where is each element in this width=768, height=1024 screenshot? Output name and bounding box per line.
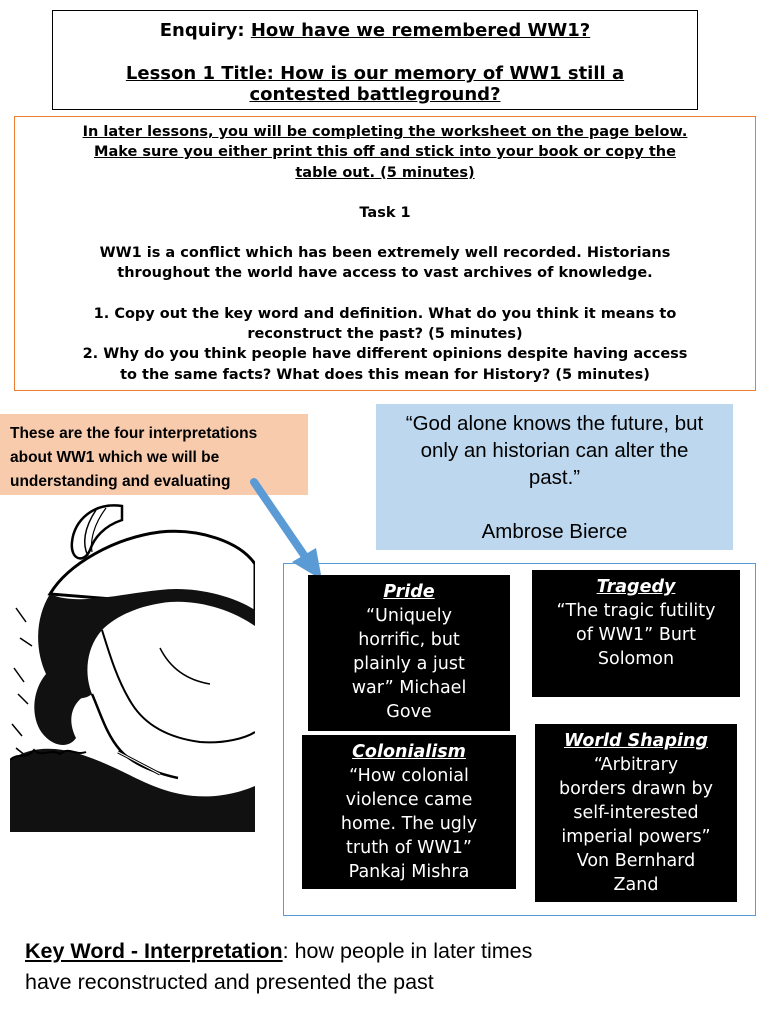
card-line: Gove <box>386 702 432 722</box>
callout-line: about WW1 which we will be <box>10 449 220 466</box>
quote-box <box>376 404 733 550</box>
quote-line: only an historian can alter the <box>420 439 689 462</box>
quote-author: Ambrose Bierce <box>481 520 628 543</box>
card-line: “How colonial <box>349 766 469 786</box>
card-line: Von Bernhard <box>576 851 696 871</box>
card-heading: Tragedy <box>596 577 676 597</box>
quote-line: past.” <box>528 466 581 489</box>
interpretation-card-tragedy <box>532 570 740 697</box>
callout-line: understanding and evaluating <box>10 473 231 490</box>
question-line: 1. Copy out the key word and definition. What do you think it means to <box>93 305 677 322</box>
instruction-line: table out. (5 minutes) <box>295 164 475 181</box>
lesson-title-line2: contested battleground? <box>249 84 501 105</box>
title-box <box>52 10 698 110</box>
key-word-term: Key Word - Interpretation <box>25 939 283 963</box>
intro-line: WW1 is a conflict which has been extremely well recorded. Historians <box>99 245 671 262</box>
quote-line: “God alone knows the future, but <box>405 412 704 435</box>
card-line: imperial powers” <box>561 827 711 847</box>
key-word-definition-line1: : how people in later times <box>282 939 533 963</box>
card-line: horrific, but <box>358 630 460 650</box>
card-line: “Uniquely <box>365 606 452 626</box>
card-line: borders drawn by <box>559 779 713 799</box>
enquiry-question: How have we remembered WW1? <box>250 20 591 41</box>
card-line: self-interested <box>573 803 699 823</box>
card-line: Zand <box>613 875 659 895</box>
key-word-definition-line2: have reconstructed and presented the past <box>25 970 434 994</box>
instruction-line: In later lessons, you will be completing the worksheet on the page below. <box>82 124 688 140</box>
card-heading: Pride <box>383 582 435 602</box>
card-heading: Colonialism <box>352 742 466 762</box>
key-word-definition <box>25 936 625 998</box>
intro-line: throughout the world have access to vast archives of knowledge. <box>117 265 653 282</box>
task-box <box>14 116 756 391</box>
enquiry-prefix: Enquiry: <box>159 20 251 41</box>
card-line: “Arbitrary <box>593 755 679 775</box>
card-line: of WW1” Burt <box>576 625 696 645</box>
lesson-title-line1: Lesson 1 Title: How is our memory of WW1 still a <box>125 63 625 84</box>
interpretation-card-pride <box>308 575 510 731</box>
question-line: reconstruct the past? (5 minutes) <box>247 326 523 343</box>
card-line: plainly a just <box>353 654 465 674</box>
instruction-line: Make sure you either print this off and stick into your book or copy the <box>94 144 676 161</box>
task-heading: Task 1 <box>359 204 411 221</box>
card-line: home. The ugly <box>340 814 478 834</box>
callout-line: These are the four interpretations <box>10 425 258 442</box>
question-line: 2. Why do you think people have different opinions despite having access <box>82 346 688 363</box>
card-line: truth of WW1” <box>346 838 472 858</box>
card-heading: World Shaping <box>564 731 708 751</box>
card-line: war” Michael <box>351 678 467 698</box>
card-line: “The tragic futility <box>556 601 716 621</box>
question-line: to the same facts? What does this mean for History? (5 minutes) <box>120 366 650 383</box>
interpretation-card-world-shaping <box>535 724 737 902</box>
card-line: Solomon <box>597 649 675 669</box>
interpretation-card-colonialism <box>302 735 516 889</box>
card-line: Pankaj Mishra <box>348 862 470 882</box>
enquiry-line <box>53 20 697 41</box>
optical-illusion-portrait-image <box>10 498 255 832</box>
card-line: violence came <box>345 790 473 810</box>
